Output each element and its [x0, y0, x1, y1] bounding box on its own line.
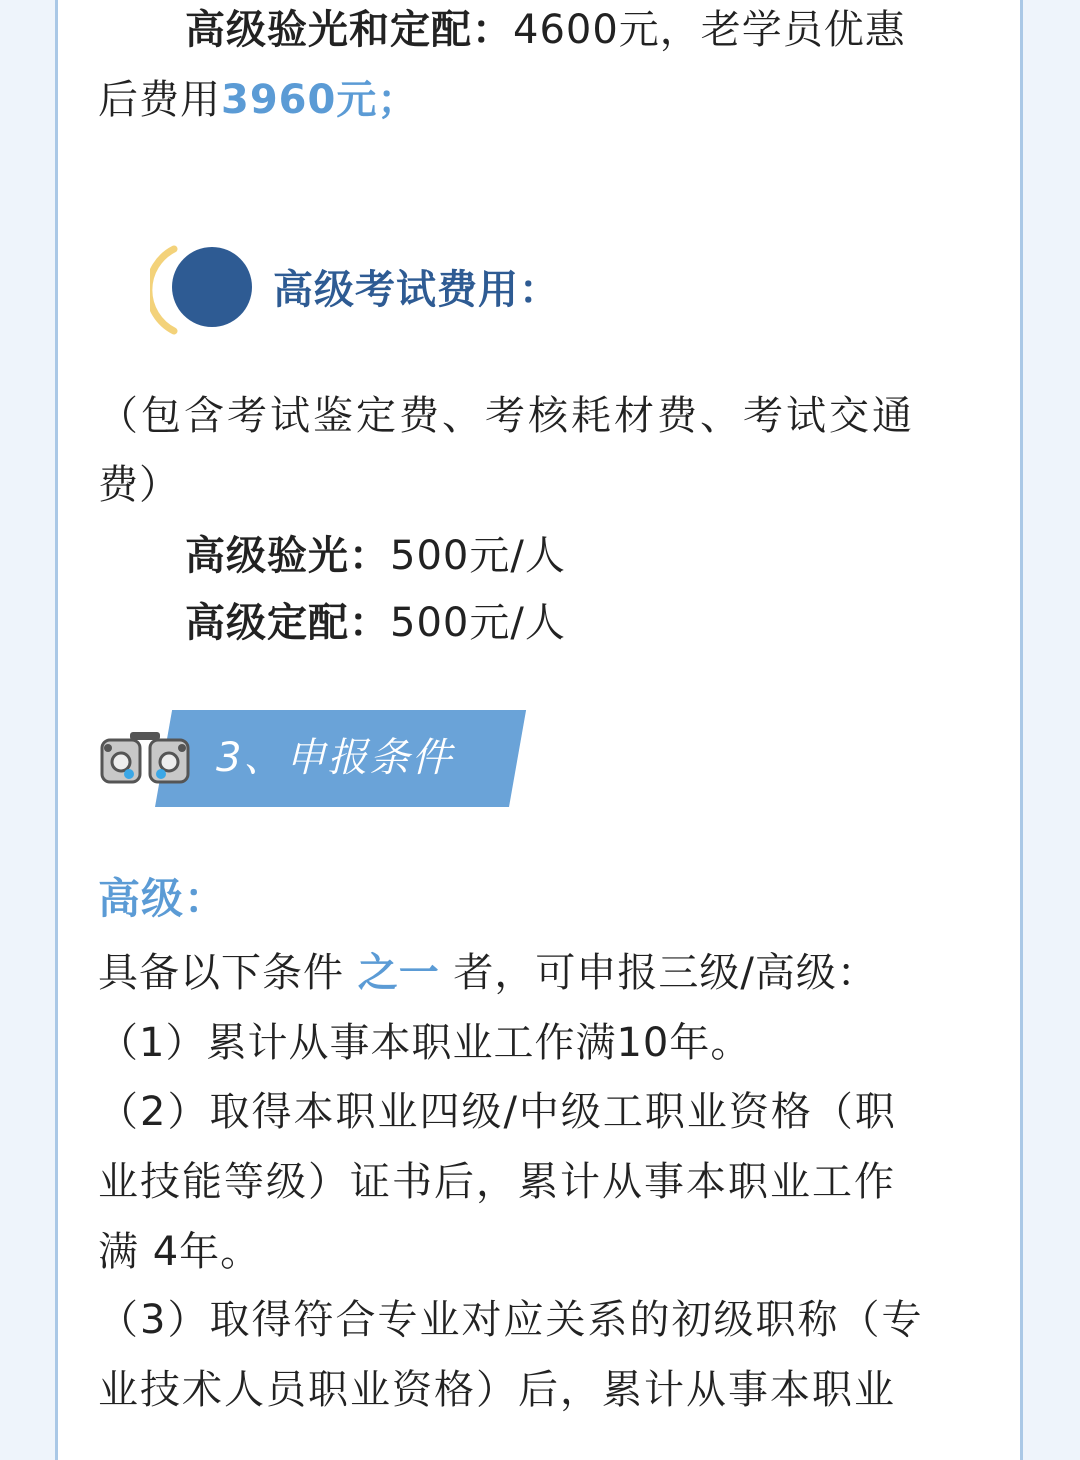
- fee-text: 4600元，老学员优惠: [513, 7, 906, 53]
- fee-label: 高级验光和定配：: [185, 7, 513, 53]
- section-badge-icon: [150, 245, 260, 335]
- exam-fee-note-line2: 费）: [98, 462, 180, 508]
- discount-fee-line: [98, 77, 419, 123]
- exam-fee-item-label: 高级定配：: [185, 600, 390, 646]
- condition-line: （3）取得符合专业对应关系的初级职称（专: [98, 1297, 924, 1343]
- exam-fee-item-label: 高级验光：: [185, 533, 390, 579]
- exam-fee-item: [185, 533, 566, 579]
- discount-prefix: 后费用: [98, 77, 221, 123]
- exam-fee-item: [185, 600, 566, 646]
- section-banner: [100, 710, 520, 810]
- condition-line: （1）累计从事本职业工作满10年。: [98, 1020, 752, 1066]
- condition-line: （2）取得本职业四级/中级工职业资格（职: [98, 1089, 897, 1135]
- condition-line: 业技能等级）证书后，累计从事本职业工作: [98, 1159, 896, 1205]
- banner-title: 3、申报条件: [216, 735, 454, 781]
- conditions-intro: [98, 950, 878, 996]
- condition-line: 业技术人员职业资格）后，累计从事本职业: [98, 1367, 896, 1413]
- advanced-fitting-fee-line: [185, 7, 906, 53]
- discount-amount: 3960元；: [221, 77, 419, 123]
- condition-line: 满 4年。: [98, 1229, 262, 1275]
- exam-fee-title: 高级考试费用：: [273, 267, 560, 313]
- intro-suffix: 者，可申报三级/高级：: [439, 950, 878, 996]
- exam-fee-item-value: 500元/人: [390, 600, 566, 646]
- intro-prefix: 具备以下条件: [98, 950, 358, 996]
- conditions-heading: 高级：: [98, 874, 228, 923]
- intro-highlight: 之一: [357, 950, 440, 996]
- trial-frame-icon: [100, 732, 190, 784]
- exam-fee-note-line1: （包含考试鉴定费、考核耗材费、考试交通: [98, 393, 915, 439]
- exam-fee-item-value: 500元/人: [390, 533, 566, 579]
